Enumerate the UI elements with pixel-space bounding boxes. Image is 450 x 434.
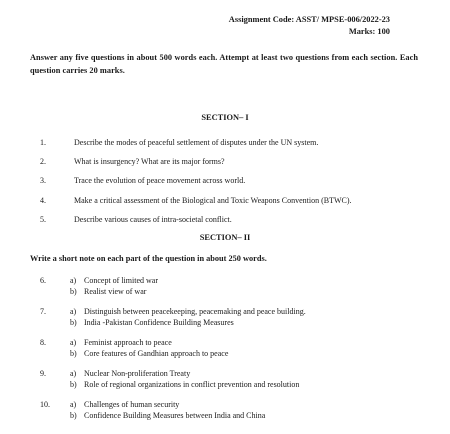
question-number: 1. — [40, 138, 46, 147]
question-part-a: a) Challenges of human security — [70, 400, 180, 409]
question-part-b: b) Core features of Gandhian approach to peace — [70, 348, 229, 358]
question-number: 3. — [40, 176, 46, 185]
question-text: Trace the evolution of peace movement across world. — [74, 176, 246, 185]
marks: Marks: 100 — [348, 27, 390, 36]
question-text: Make a critical assessment of the Biological and Toxic Weapons Convention (BTWC). — [74, 196, 352, 205]
question-part-a: a) Feminist approach to peace — [70, 338, 172, 347]
question-number: 10. — [40, 400, 50, 409]
question-number: 8. — [40, 338, 46, 347]
question-text: What is insurgency? What are its major forms? — [74, 157, 225, 166]
section-1-title: SECTION– I — [201, 113, 249, 122]
question-text: Describe the modes of peaceful settlement of disputes under the UN system. — [74, 138, 319, 147]
header — [229, 14, 390, 38]
question-number: 2. — [40, 157, 46, 166]
question-number: 7. — [40, 307, 46, 316]
question-number: 4. — [40, 196, 46, 205]
assignment-code: Assignment Code: ASST/ MPSE-006/2022-23 — [228, 15, 390, 24]
question-number: 9. — [40, 369, 46, 378]
question-number: 5. — [40, 215, 46, 224]
question-part-b: b) Confidence Building Measures between India and China — [70, 410, 266, 420]
instructions: Answer any five questions in about 500 words each. Attempt at least two questions from each section. Each question carries 20 marks. — [30, 53, 418, 75]
section-2-title: SECTION– II — [199, 233, 251, 242]
question-part-b: b) Realist view of war — [70, 286, 147, 296]
question-part-a: a) Concept of limited war — [70, 276, 158, 285]
question-part-a: a) Distinguish between peacekeeping, peacemaking and peace building. — [70, 307, 306, 316]
question-part-b: b) Role of regional organizations in conflict prevention and resolution — [70, 379, 300, 389]
question-part-b: b) India -Pakistan Confidence Building Measures — [70, 317, 234, 327]
question-part-a: a) Nuclear Non-proliferation Treaty — [70, 369, 191, 378]
question-number: 6. — [40, 276, 46, 285]
question-text: Describe various causes of intra-societal conflict. — [74, 215, 232, 224]
section-2-instruction: Write a short note on each part of the question in about 250 words. — [30, 254, 267, 263]
